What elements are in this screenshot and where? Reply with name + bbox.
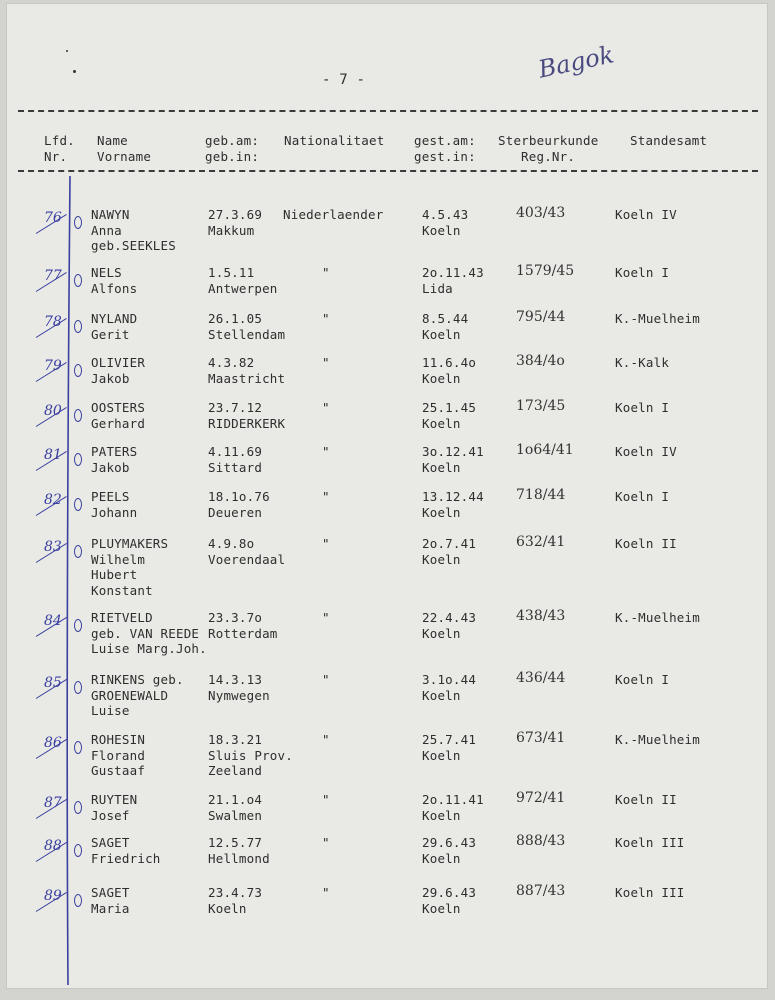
given-name: Hubert [91, 567, 138, 582]
birth-date: 23.3.7o [208, 610, 263, 625]
register-number: 795/44 [516, 309, 566, 325]
surname: NYLAND [91, 311, 138, 326]
death-place: Koeln [422, 850, 461, 866]
entry-number: 82 [44, 492, 62, 508]
surname: RIETVELD [91, 610, 153, 625]
entry-number: 81 [44, 447, 62, 463]
birth-place: Maastricht [208, 370, 286, 386]
birth-place: Deueren [208, 504, 263, 520]
nationality: " [322, 835, 330, 850]
header-gest-am: gest.am: [414, 133, 476, 148]
birth-place: Nymwegen [208, 687, 270, 703]
registry-office: Koeln IV [615, 444, 677, 459]
header-lfd: Lfd. [44, 133, 75, 148]
nationality: " [322, 610, 330, 625]
birth-place: Swalmen [208, 807, 263, 823]
surname: RINKENS geb. [91, 672, 184, 687]
birth-place: Zeeland [208, 763, 263, 778]
death-date: 11.6.4o [422, 355, 477, 370]
header-nationalitaet: Nationalitaet [284, 133, 385, 148]
header-sterbeurkunde: Sterbeurkunde [498, 133, 599, 148]
death-date: 2o.7.41 [422, 536, 477, 551]
register-number: 173/45 [516, 398, 566, 414]
nationality: Niederlaender [283, 207, 384, 222]
birth-date: 18.3.21 [208, 732, 263, 747]
given-name: GROENEWALD [91, 687, 169, 703]
death-date: 3o.12.41 [422, 444, 484, 459]
given-name: Konstant [91, 582, 153, 598]
register-number: 718/44 [516, 487, 566, 503]
death-place: Koeln [422, 807, 461, 823]
registry-office: Koeln IV [615, 207, 677, 222]
circle-mark [74, 498, 82, 511]
birth-place: Stellendam [208, 326, 286, 342]
surname: NELS [91, 265, 122, 280]
entry-number: 84 [44, 613, 62, 629]
register-number: 632/41 [516, 534, 566, 550]
given-name: Wilhelm [91, 551, 146, 567]
circle-mark [74, 274, 82, 287]
birth-date: 12.5.77 [208, 835, 263, 850]
paper-speck [73, 70, 76, 73]
registry-office: Koeln I [615, 265, 670, 280]
death-date: 8.5.44 [422, 311, 469, 326]
given-name: Maria [91, 900, 130, 916]
death-place: Lida [422, 280, 453, 296]
entry-number: 80 [44, 403, 62, 419]
given-name: Josef [91, 807, 130, 823]
birth-date: 21.1.o4 [208, 792, 263, 807]
given-name: Florand [91, 747, 146, 763]
surname: PLUYMAKERS [91, 536, 169, 551]
registry-office: Koeln II [615, 536, 677, 551]
death-place: Koeln [422, 687, 461, 703]
registry-office: Koeln I [615, 489, 670, 504]
surname: RUYTEN [91, 792, 138, 807]
birth-date: 14.3.13 [208, 672, 263, 687]
death-place: Koeln [422, 326, 461, 342]
death-date: 25.1.45 [422, 400, 477, 415]
birth-place: Hellmond [208, 850, 270, 866]
given-name: Friedrich [91, 850, 161, 866]
death-date: 2o.11.43 [422, 265, 484, 280]
paper-speck [66, 50, 68, 52]
nationality: " [322, 536, 330, 551]
death-date: 29.6.43 [422, 835, 477, 850]
birth-date: 4.11.69 [208, 444, 263, 459]
given-name: Jakob [91, 459, 130, 475]
register-number: 673/41 [516, 730, 566, 746]
entry-number: 87 [44, 795, 62, 811]
birth-place: RIDDERKERK [208, 415, 286, 431]
nationality: " [322, 265, 330, 280]
header-bottom-rule [18, 170, 758, 172]
surname: PATERS [91, 444, 138, 459]
registry-office: Koeln III [615, 885, 685, 900]
header-name: Name [97, 133, 128, 148]
registry-office: Koeln III [615, 835, 685, 850]
surname: ROHESIN [91, 732, 146, 747]
circle-mark [74, 619, 82, 632]
death-date: 22.4.43 [422, 610, 477, 625]
register-number: 436/44 [516, 670, 566, 686]
death-date: 13.12.44 [422, 489, 484, 504]
birth-place: Sluis Prov. [208, 747, 293, 763]
birth-date: 26.1.05 [208, 311, 263, 326]
entry-number: 88 [44, 838, 62, 854]
given-name: geb.SEEKLES [91, 238, 176, 253]
registry-office: Koeln II [615, 792, 677, 807]
given-name: Luise Marg.Joh. [91, 641, 207, 656]
circle-mark [74, 844, 82, 857]
given-name: Gerit [91, 326, 130, 342]
header-geb-in: geb.in: [205, 149, 260, 164]
circle-mark [74, 364, 82, 377]
birth-place: Sittard [208, 459, 263, 475]
nationality: " [322, 792, 330, 807]
entry-number: 83 [44, 539, 62, 555]
death-place: Koeln [422, 747, 461, 763]
header-vorname: Vorname [97, 149, 152, 164]
circle-mark [74, 409, 82, 422]
handwritten-signature: Bagok [535, 40, 617, 84]
nationality: " [322, 355, 330, 370]
death-date: 2o.11.41 [422, 792, 484, 807]
registry-office: K.-Muelheim [615, 732, 700, 747]
surname: SAGET [91, 835, 130, 850]
surname: SAGET [91, 885, 130, 900]
entry-number: 77 [44, 268, 62, 284]
register-number: 438/43 [516, 608, 566, 624]
birth-date: 4.3.82 [208, 355, 255, 370]
entry-number: 78 [44, 314, 62, 330]
birth-date: 23.4.73 [208, 885, 263, 900]
birth-date: 4.9.8o [208, 536, 255, 551]
header-top-rule [18, 110, 758, 112]
nationality: " [322, 489, 330, 504]
death-place: Koeln [422, 459, 461, 475]
nationality: " [322, 732, 330, 747]
birth-place: Koeln [208, 900, 247, 916]
header-geb-am: geb.am: [205, 133, 260, 148]
registry-office: K.-Kalk [615, 355, 670, 370]
birth-date: 27.3.69 [208, 207, 263, 222]
entry-number: 76 [44, 210, 62, 226]
circle-mark [74, 320, 82, 333]
header-gest-in: gest.in: [414, 149, 476, 164]
given-name: Gerhard [91, 415, 146, 431]
death-place: Koeln [422, 625, 461, 641]
death-date: 25.7.41 [422, 732, 477, 747]
entry-number: 79 [44, 358, 62, 374]
surname: OOSTERS [91, 400, 146, 415]
entry-number: 86 [44, 735, 62, 751]
given-name: Johann [91, 504, 138, 520]
surname: PEELS [91, 489, 130, 504]
surname: NAWYN [91, 207, 130, 222]
registry-office: Koeln I [615, 672, 670, 687]
given-name: Alfons [91, 280, 138, 296]
header-reg-nr: Reg.Nr. [521, 149, 576, 164]
birth-date: 23.7.12 [208, 400, 263, 415]
given-name: Gustaaf [91, 763, 146, 778]
registry-office: K.-Muelheim [615, 610, 700, 625]
register-number: 403/43 [516, 205, 566, 221]
nationality: " [322, 311, 330, 326]
death-place: Koeln [422, 222, 461, 238]
nationality: " [322, 400, 330, 415]
circle-mark [74, 545, 82, 558]
entry-number: 89 [44, 888, 62, 904]
birth-place: Antwerpen [208, 280, 278, 296]
death-place: Koeln [422, 551, 461, 567]
circle-mark [74, 801, 82, 814]
registry-office: K.-Muelheim [615, 311, 700, 326]
given-name: Luise [91, 703, 130, 718]
register-number: 972/41 [516, 790, 566, 806]
given-name: geb. VAN REEDE [91, 625, 200, 641]
nationality: " [322, 672, 330, 687]
birth-place: Rotterdam [208, 625, 278, 641]
death-date: 3.1o.44 [422, 672, 477, 687]
nationality: " [322, 444, 330, 459]
register-number: 1579/45 [516, 263, 575, 279]
registry-office: Koeln I [615, 400, 670, 415]
entry-number: 85 [44, 675, 62, 691]
birth-place: Makkum [208, 222, 255, 238]
register-number: 1o64/41 [516, 442, 574, 458]
header-nr: Nr. [44, 149, 68, 164]
birth-date: 18.1o.76 [208, 489, 270, 504]
death-place: Koeln [422, 415, 461, 431]
circle-mark [74, 216, 82, 229]
header-standesamt: Standesamt [630, 133, 708, 148]
circle-mark [74, 681, 82, 694]
circle-mark [74, 453, 82, 466]
death-date: 29.6.43 [422, 885, 477, 900]
surname: OLIVIER [91, 355, 146, 370]
death-date: 4.5.43 [422, 207, 469, 222]
nationality: " [322, 885, 330, 900]
circle-mark [74, 741, 82, 754]
birth-date: 1.5.11 [208, 265, 255, 280]
death-place: Koeln [422, 504, 461, 520]
death-place: Koeln [422, 900, 461, 916]
death-place: Koeln [422, 370, 461, 386]
page-number: - 7 - [322, 72, 366, 88]
circle-mark [74, 894, 82, 907]
register-number: 888/43 [516, 833, 566, 849]
register-number: 887/43 [516, 883, 566, 899]
given-name: Anna [91, 222, 122, 238]
birth-place: Voerendaal [208, 551, 286, 567]
given-name: Jakob [91, 370, 130, 386]
register-number: 384/4o [516, 353, 565, 369]
